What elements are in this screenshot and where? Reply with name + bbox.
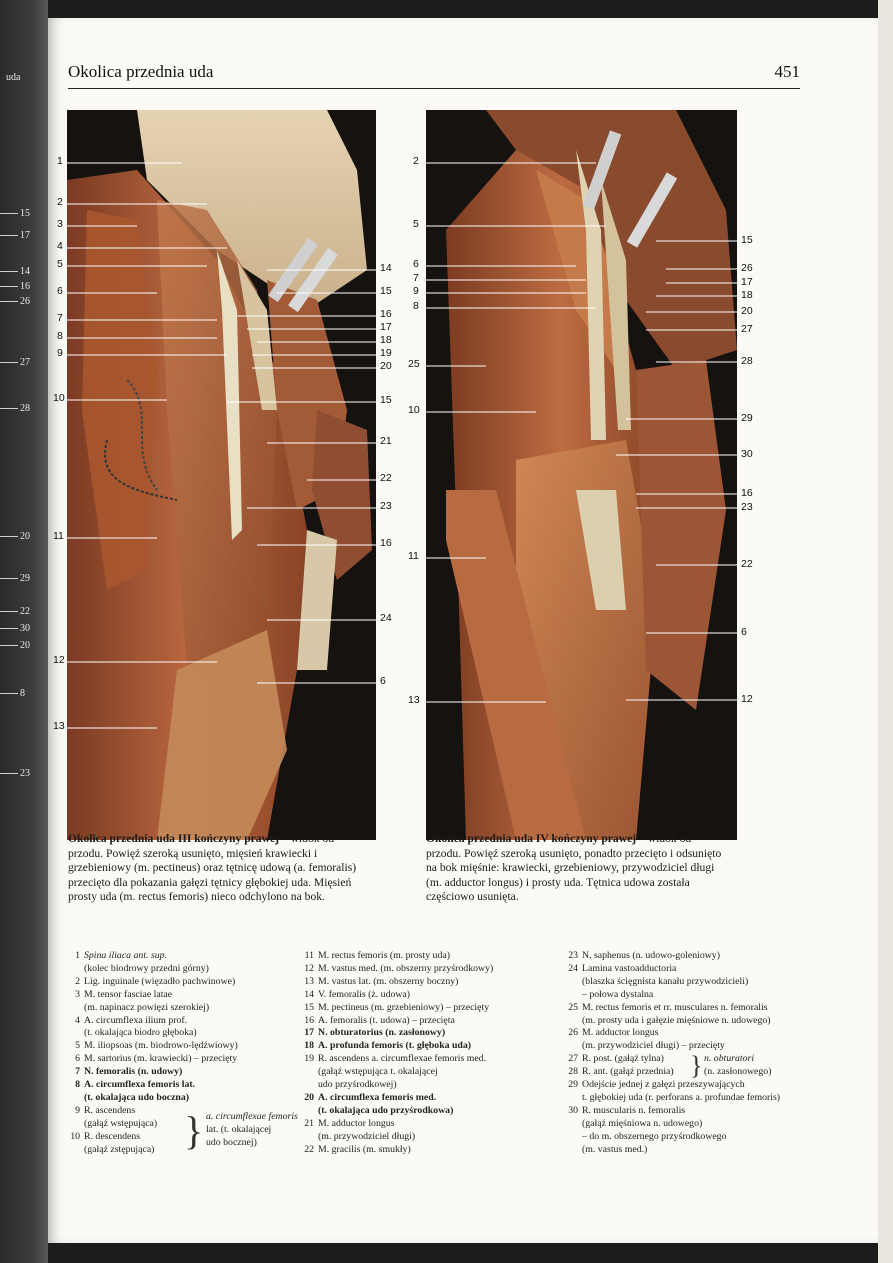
- edge-number: 15: [0, 208, 30, 219]
- figure-label: 10: [53, 392, 65, 404]
- page-title: Okolica przednia uda: [68, 62, 214, 81]
- edge-number: 14: [0, 266, 30, 277]
- legend-item: (t. okalająca udo boczna): [84, 1091, 190, 1103]
- legend-item: (m. prosty uda i gałęzie mięśniowe n. udowego): [582, 1014, 771, 1026]
- edge-number: 20: [0, 531, 30, 542]
- scan-edge-left: [0, 0, 48, 1263]
- legend-item: (m. przywodziciel długi) – przecięty: [582, 1040, 725, 1052]
- legend-item: 2 Lig. inguinale (więzadło pachwinowe): [75, 975, 236, 987]
- figure-label: 3: [57, 218, 63, 230]
- figure-label: 4: [57, 240, 63, 252]
- figure-label: 10: [408, 404, 420, 416]
- figure-label: 6: [57, 285, 63, 297]
- legend-item: 3 M. tensor fasciae latae: [75, 988, 173, 1000]
- thigh-dissection-illustration: [67, 110, 376, 840]
- figure-label: 12: [741, 693, 753, 705]
- legend-item: 12 M. vastus med. (m. obszerny przyśrodkowy): [304, 962, 494, 974]
- caption-title: Okolica przednia uda IV kończyny prawej: [426, 832, 637, 845]
- figure-label: 5: [57, 258, 63, 270]
- figure-label: 27: [741, 323, 753, 335]
- figure-label: 16: [380, 537, 392, 549]
- legend-item: (kolec biodrowy przedni górny): [84, 962, 209, 974]
- legend-group-brace: [66, 1105, 306, 1157]
- legend-item: 17 N. obturatorius (n. zasłonowy): [304, 1027, 446, 1039]
- legend-item: (gałąź zstępująca): [84, 1143, 155, 1155]
- figure-label: 15: [380, 285, 392, 297]
- legend-item: 13 M. vastus lat. (m. obszerny boczny): [304, 975, 459, 987]
- figure-caption-left: [68, 832, 368, 905]
- legend-column-2: [300, 950, 560, 1157]
- legend-item: 22 M. gracilis (m. smukły): [304, 1143, 411, 1155]
- figure-label: 25: [408, 358, 420, 370]
- legend-item: 27 R. post. (gałąź tylna): [568, 1053, 664, 1065]
- caption-text: – widok od przodu. Powięź szeroką usunięto, ponadto przecięto i odsunięto na bok mięśnie: krawiecki, grzebieniowy, przywodziciel długi (m. adductor longus) i prosty uda. Tętnica udowa została częściowo usunięta.: [426, 832, 722, 904]
- figure-label: 6: [741, 626, 747, 638]
- edge-number: 20: [0, 640, 30, 651]
- figure-label: 20: [741, 305, 753, 317]
- figure-label: 29: [741, 412, 753, 424]
- legend-item: (t. okalająca biodro głęboka): [84, 1027, 197, 1039]
- page-header: [68, 62, 800, 89]
- legend-item: 21 M. adductor longus: [304, 1117, 395, 1129]
- figure-label: 21: [380, 435, 392, 447]
- legend-item: – połowa dystalna: [582, 988, 654, 1000]
- figure-label: 12: [53, 654, 65, 666]
- figure-label: 15: [741, 234, 753, 246]
- legend-item: – do m. obszernego przyśrodkowego: [582, 1130, 727, 1142]
- figure-label: 8: [413, 300, 419, 312]
- legend-item: (t. okalająca udo przyśrodkowa): [318, 1104, 454, 1116]
- legend-item: 20 A. circumflexa femoris med.: [304, 1091, 437, 1103]
- legend-item: udo przyśrodkowej): [318, 1079, 397, 1091]
- legend-item: 19 R. ascendens a. circumflexae femoris med.: [304, 1053, 487, 1065]
- figure-left-photo: [67, 110, 376, 840]
- legend-item: 30 R. muscularis n. femoralis: [568, 1104, 686, 1116]
- legend-item: 4 A. circumflexa ilium prof.: [75, 1014, 188, 1026]
- caption-text: – widok od przodu. Powięź szeroką usunięto, mięsień krawiecki i grzebieniowy (m. pectineus) oraz tętnicę udową (a. femoralis) przecięto dla pokazania gałęzi tętnicy głębokiej uda. Mięsień prosty uda (m. rectus femoris) nieco odchylono na bok.: [68, 832, 357, 904]
- figure-label: 23: [380, 500, 392, 512]
- figure-label: 22: [741, 558, 753, 570]
- legend-group-brace: [564, 1053, 864, 1079]
- legend-column-1: [66, 950, 306, 1157]
- figure-label: 11: [53, 530, 64, 542]
- figure-label: 6: [413, 258, 419, 270]
- thigh-dissection-illustration: [426, 110, 737, 840]
- figure-right-photo: [426, 110, 737, 840]
- figure-label: 16: [741, 487, 753, 499]
- figure-label: 23: [741, 501, 753, 513]
- figure-label: 19: [380, 347, 392, 359]
- legend-item: 23 N. saphenus (n. udowo-goleniowy): [568, 950, 720, 961]
- legend-item: (gałąź mięśniowa n. udowego): [582, 1117, 703, 1129]
- figure-label: 2: [413, 155, 419, 167]
- legend-item: 9 R. ascendens: [75, 1104, 136, 1116]
- edge-number: 28: [0, 403, 30, 414]
- brace-symbol: }: [184, 1107, 204, 1153]
- edge-number: 29: [0, 573, 30, 584]
- book-page: [48, 18, 878, 1243]
- figure-label: 7: [413, 272, 419, 284]
- brace-text: a. circumflexae femoris lat. (t. okalającej udo bocznej): [206, 1110, 298, 1148]
- legend-item: (blaszka ścięgnista kanału przywodzicieli): [582, 975, 749, 987]
- figure-label: 13: [53, 720, 65, 732]
- figure-label: 11: [408, 550, 419, 562]
- figure-label: 24: [380, 612, 392, 624]
- figure-label: 16: [380, 308, 392, 320]
- legend-item: t. głębokiej uda (r. perforans a. profundae femoris): [582, 1091, 781, 1103]
- figure-label: 7: [57, 312, 63, 324]
- legend-item: 7 N. femoralis (n. udowy): [75, 1066, 183, 1078]
- edge-number: 17: [0, 230, 30, 241]
- edge-number: 23: [0, 768, 30, 779]
- legend-item: 6 M. sartorius (m. krawiecki) – przecięty: [75, 1053, 238, 1065]
- legend-item: 16 A. femoralis (t. udowa) – przecięta: [304, 1014, 455, 1026]
- legend-item: 5 M. iliopsoas (m. biodrowo-lędźwiowy): [75, 1040, 238, 1052]
- figure-label: 17: [741, 276, 753, 288]
- caption-title: Okolica przednia uda III kończyny prawej: [68, 832, 279, 845]
- brace-text: n. obturatori (n. zasłonowego): [704, 1053, 772, 1078]
- legend-item: 24 Lamina vastoadductoria: [568, 962, 677, 974]
- figure-label: 14: [380, 262, 392, 274]
- legend-column-3: [564, 950, 864, 1157]
- legend-item: 14 V. femoralis (ż. udowa): [304, 988, 411, 1000]
- legend-item: 11 M. rectus femoris (m. prosty uda): [304, 950, 450, 961]
- legend-item: (m. vastus med.): [582, 1143, 648, 1155]
- legend-item: 18 A. profunda femoris (t. głęboka uda): [304, 1040, 472, 1052]
- legend-item: 25 M. rectus femoris et rr. musculares n. femoralis: [568, 1001, 768, 1013]
- legend-item: 8 A. circumflexa femoris lat.: [75, 1079, 196, 1091]
- legend-item: 15 M. pectineus (m. grzebieniowy) – przecięty: [304, 1001, 490, 1013]
- legend-item: 1 Spina iliaca ant. sup.: [75, 950, 168, 961]
- legend-item: 26 M. adductor longus: [568, 1027, 659, 1039]
- figure-label: 5: [413, 218, 419, 230]
- legend-item: (gałąź wstępująca t. okalającej: [318, 1066, 438, 1078]
- edge-text: uda: [6, 72, 21, 83]
- figure-label: 20: [380, 360, 392, 372]
- figure-label: 18: [380, 334, 392, 346]
- scan-edge-right: [878, 0, 893, 1263]
- brace-symbol: }: [690, 1051, 703, 1081]
- figure-caption-right: [426, 832, 726, 905]
- legend-item: (gałąź wstępująca): [84, 1117, 158, 1129]
- figure-label: 9: [57, 347, 63, 359]
- edge-number: 26: [0, 296, 30, 307]
- edge-number: 22: [0, 606, 30, 617]
- legend-item: (m. napinacz powięzi szerokiej): [84, 1001, 210, 1013]
- figure-label: 30: [741, 448, 753, 460]
- edge-number: 8: [0, 688, 25, 699]
- figure-label: 1: [57, 155, 63, 167]
- edge-number: 16: [0, 281, 30, 292]
- page-number: 451: [774, 62, 800, 81]
- figure-label: 6: [380, 675, 386, 687]
- legend-item: 28 R. ant. (gałąź przednia): [568, 1066, 674, 1078]
- figure-label: 22: [380, 472, 392, 484]
- edge-number: 27: [0, 357, 30, 368]
- figure-label: 26: [741, 262, 753, 274]
- edge-number: 30: [0, 623, 30, 634]
- legend-item: (m. przywodziciel długi): [318, 1130, 416, 1142]
- figure-label: 13: [408, 694, 420, 706]
- legend-item: 10 R. descendens: [70, 1130, 141, 1142]
- figure-label: 2: [57, 196, 63, 208]
- figure-label: 9: [413, 285, 419, 297]
- figure-label: 15: [380, 394, 392, 406]
- figure-label: 28: [741, 355, 753, 367]
- figure-label: 8: [57, 330, 63, 342]
- legend-item: 29 Odejście jednej z gałęzi przeszywających: [568, 1079, 745, 1091]
- figure-label: 17: [380, 321, 392, 333]
- figure-label: 18: [741, 289, 753, 301]
